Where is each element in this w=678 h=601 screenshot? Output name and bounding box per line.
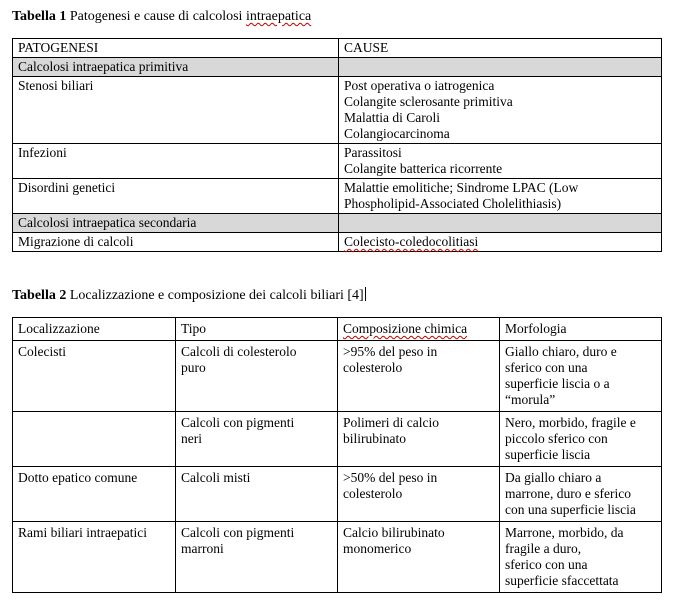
table2-cell-tipo bbox=[176, 522, 338, 593]
table1-row-causes bbox=[339, 144, 662, 179]
table2-cell-tipo bbox=[176, 467, 338, 522]
table1-header-cause: CAUSE bbox=[339, 39, 662, 58]
cell-line: neri bbox=[181, 431, 202, 446]
cell-line: Marrone, morbido, da bbox=[505, 525, 624, 540]
table1-caption-misspelled: intraepatica bbox=[245, 9, 312, 24]
cell-line: fragile a duro, bbox=[505, 541, 582, 556]
cell-line: colesterolo bbox=[343, 360, 403, 375]
cell-line: >95% del peso in bbox=[343, 344, 438, 359]
table2-cell-comp bbox=[338, 467, 500, 522]
table1-caption bbox=[12, 9, 311, 25]
table1-row-causes bbox=[339, 77, 662, 144]
table1-section-secondaria-label: Calcolosi intraepatica secondaria bbox=[13, 214, 339, 233]
cell-line: puro bbox=[181, 360, 206, 375]
cell-line: Da giallo chiaro a bbox=[505, 470, 602, 485]
cell-line: marroni bbox=[181, 541, 224, 556]
cell-line: superficie liscia bbox=[505, 447, 591, 462]
cell-line: >50% del peso in bbox=[343, 470, 438, 485]
table2-cell-morf bbox=[500, 522, 662, 593]
cell-line: Calcoli con pigmenti bbox=[181, 525, 295, 540]
cell-line: colesterolo bbox=[343, 486, 403, 501]
table1-caption-text: Patogenesi e cause di calcolosi bbox=[66, 9, 246, 24]
cause-item: Phospholipid-Associated Cholelithiasis) bbox=[344, 196, 562, 211]
table1-section-primitiva-empty bbox=[339, 58, 662, 77]
header-composizione-text: Composizione chimica bbox=[343, 321, 468, 336]
table1-section-secondaria bbox=[13, 214, 662, 233]
table1-header-row bbox=[13, 39, 662, 58]
cell-line: Polimeri di calcio bbox=[343, 415, 439, 430]
table1-row-label: Stenosi biliari bbox=[13, 77, 339, 144]
cause-item: Colangite sclerosante primitiva bbox=[344, 94, 513, 109]
table1-row-label: Migrazione di calcoli bbox=[13, 233, 339, 252]
table2-cell-comp bbox=[338, 412, 500, 467]
cell-line: Calcoli misti bbox=[181, 470, 251, 485]
cell-line: “morula” bbox=[505, 392, 556, 407]
table2-caption-text: Localizzazione e composizione dei calcoli biliari [4] bbox=[66, 288, 364, 303]
cause-item: Post operativa o iatrogenica bbox=[344, 78, 495, 93]
table2-cell-tipo bbox=[176, 341, 338, 412]
cell-line: sferico con una bbox=[505, 360, 588, 375]
table2-cell-loc: Dotto epatico comune bbox=[13, 467, 176, 522]
table2-cell-morf bbox=[500, 412, 662, 467]
table1-header-patogenesi: PATOGENESI bbox=[13, 39, 339, 58]
table2-row bbox=[13, 467, 662, 522]
cause-item: Malattia di Caroli bbox=[344, 110, 440, 125]
table2-header-tipo: Tipo bbox=[176, 318, 338, 341]
cause-item: Colangite batterica ricorrente bbox=[344, 161, 503, 176]
table2-cell-loc: Rami biliari intraepatici bbox=[13, 522, 176, 593]
table1-section-primitiva bbox=[13, 58, 662, 77]
table1-caption-label: Tabella 1 bbox=[12, 9, 67, 24]
cell-line: piccolo sferico con bbox=[505, 431, 608, 446]
table1-row-causes bbox=[339, 233, 662, 252]
table2-header-morfologia: Morfologia bbox=[500, 318, 662, 341]
cell-line: Nero, morbido, fragile e bbox=[505, 415, 636, 430]
cell-line: bilirubinato bbox=[343, 431, 406, 446]
table2-cell-morf bbox=[500, 467, 662, 522]
text-cursor bbox=[365, 287, 366, 301]
table1-section-primitiva-label bbox=[13, 58, 339, 77]
cell-line: sferico con una bbox=[505, 557, 588, 572]
cause-item: Colecisto-coledocolitiasi bbox=[344, 234, 479, 249]
table2-cell-comp bbox=[338, 522, 500, 593]
table1-row-stenosi bbox=[13, 77, 662, 144]
table1 bbox=[12, 38, 662, 252]
table2-cell-tipo bbox=[176, 412, 338, 467]
table1-row-label: Disordini genetici bbox=[13, 179, 339, 214]
table2-row bbox=[13, 412, 662, 467]
table2-cell-loc: Colecisti bbox=[13, 341, 176, 412]
cell-line: monomerico bbox=[343, 541, 412, 556]
table2-header-localizzazione: Localizzazione bbox=[13, 318, 176, 341]
section-primitiva-text: Calcolosi intraepatica primitiva bbox=[18, 59, 189, 74]
cause-item: Malattie emolitiche; Sindrome LPAC (Low bbox=[344, 180, 579, 195]
table1-row-infezioni bbox=[13, 144, 662, 179]
table2-cell-loc bbox=[13, 412, 176, 467]
cell-line: superficie sfaccettata bbox=[505, 573, 619, 588]
table1-row-label: Infezioni bbox=[13, 144, 339, 179]
table2-caption bbox=[12, 287, 366, 304]
table1-section-secondaria-empty bbox=[339, 214, 662, 233]
cell-line: Calcoli con pigmenti bbox=[181, 415, 295, 430]
cell-line: marrone, duro e sferico bbox=[505, 486, 631, 501]
table1-row-genetici bbox=[13, 179, 662, 214]
table1-row-causes bbox=[339, 179, 662, 214]
table2-header-row bbox=[13, 318, 662, 341]
cell-line: Giallo chiaro, duro e bbox=[505, 344, 617, 359]
cause-item: Colangiocarcinoma bbox=[344, 126, 450, 141]
table1-row-migrazione bbox=[13, 233, 662, 252]
cell-line: con una superficie liscia bbox=[505, 502, 636, 517]
cell-line: Calcoli di colesterolo bbox=[181, 344, 297, 359]
cell-line: Calcio bilirubinato bbox=[343, 525, 445, 540]
cell-line: superficie liscia o a bbox=[505, 376, 610, 391]
table2-row bbox=[13, 341, 662, 412]
table2-caption-label: Tabella 2 bbox=[12, 288, 67, 303]
table2 bbox=[12, 317, 662, 593]
table2-header-composizione bbox=[338, 318, 500, 341]
table2-cell-comp bbox=[338, 341, 500, 412]
table2-cell-morf bbox=[500, 341, 662, 412]
cause-item: Parassitosi bbox=[344, 145, 402, 160]
table2-row bbox=[13, 522, 662, 593]
